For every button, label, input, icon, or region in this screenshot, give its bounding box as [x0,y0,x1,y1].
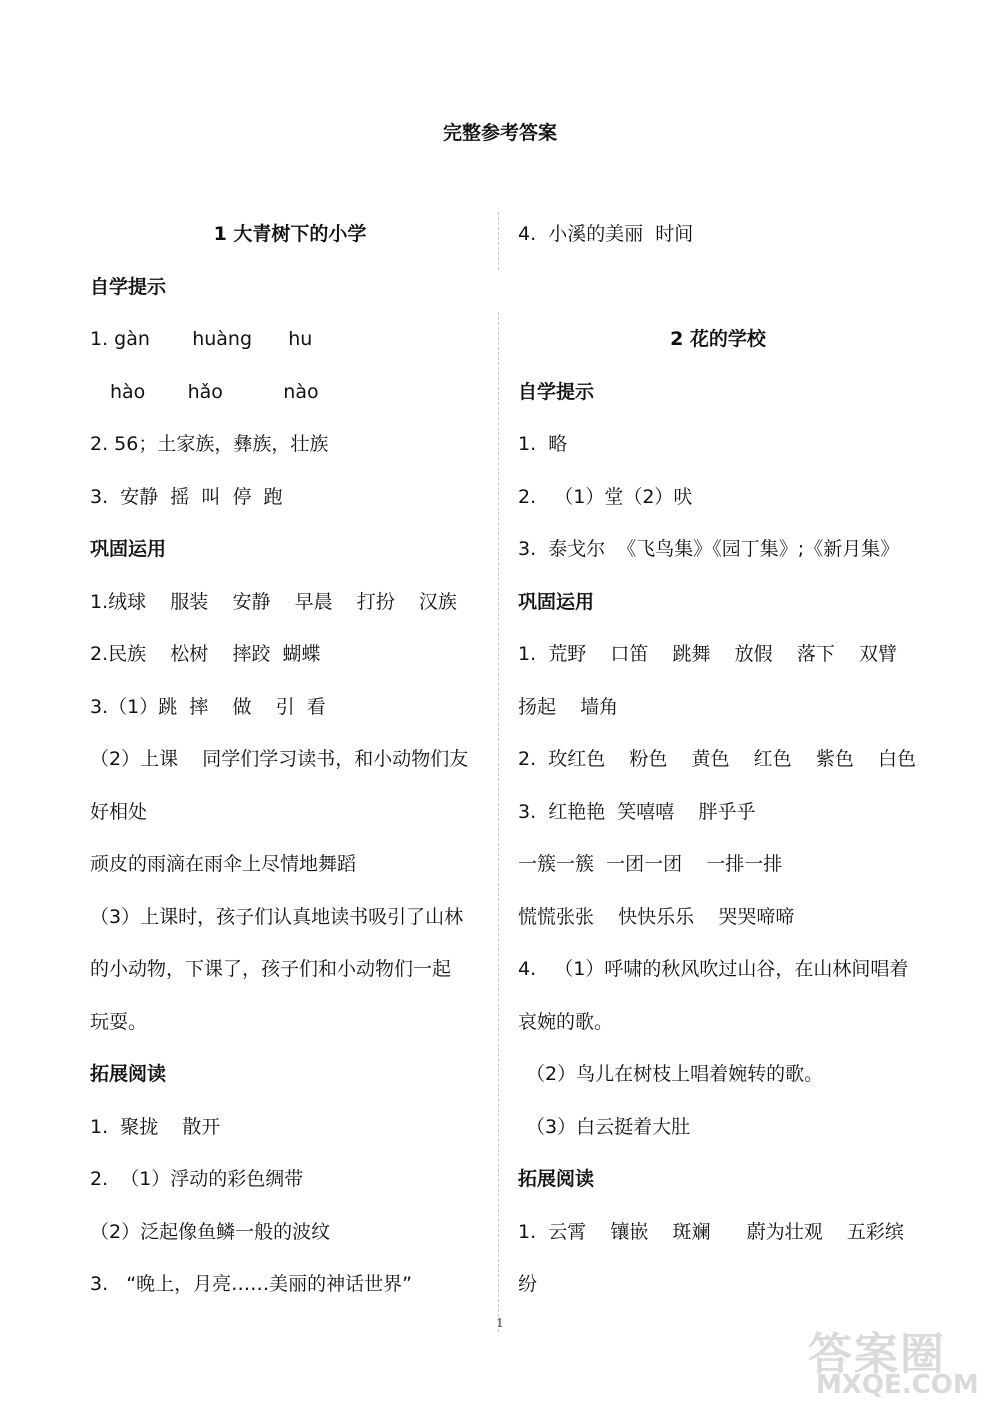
answer-line: （3）上课时，孩子们认真地读书吸引了山林 [90,905,464,928]
answer-line: 的小动物，下课了，孩子们和小动物们一起 [90,958,452,980]
section-heading: 拓展阅读 [518,1168,595,1190]
answer-line: 3. 泰戈尔 《飞鸟集》《园丁集》;《新月集》 [518,538,900,560]
answer-line: 4. （1）呼啸的秋风吹过山谷，在山林间唱着 [518,958,909,980]
answer-line: 4. 小溪的美丽 时间 [518,223,694,245]
answer-line: 哀婉的歌。 [518,1010,614,1033]
section-heading: 拓展阅读 [90,1063,167,1085]
answer-line: 好相处 [90,800,148,823]
answer-line: （2）上课 同学们学习读书，和小动物们友 [90,748,469,770]
answer-line: 3. 安静 摇 叫 停 跑 [90,485,283,508]
answer-line: 1.绒球 服装 安静 早晨 打扮 汉族 [90,590,457,613]
left-column [90,210,490,1313]
section-title: 2 花的学校 [670,328,766,350]
watermark-logo [808,1318,993,1410]
answer-line: 2. （1）浮动的彩色绸带 [90,1168,304,1190]
answer-line: 2. （1）堂（2）吠 [518,485,693,508]
answer-line: （3）白云挺着大肚 [526,1115,691,1138]
spacer [518,263,918,316]
answer-line: （2）鸟儿在树枝上唱着婉转的歌。 [526,1063,824,1085]
answer-line: 玩耍。 [90,1010,148,1033]
section-heading: 自学提示 [518,380,595,403]
answer-line: 1. 荒野 口笛 跳舞 放假 落下 双臂 [518,643,897,665]
answer-line: 1. 聚拢 散开 [90,1115,221,1138]
page-number: 1 [496,1316,504,1330]
answer-line: 2. 56；土家族，彝族，壮族 [90,433,329,455]
section-heading: 巩固运用 [518,590,595,613]
section-heading: 自学提示 [90,275,167,298]
answer-line: hào hǎo nào [110,380,319,403]
section-heading: 巩固运用 [90,538,167,560]
answer-line: 顽皮的雨滴在雨伞上尽情地舞蹈 [90,853,357,875]
answer-line: 2. 玫红色 粉色 黄色 红色 紫色 白色 [518,748,916,770]
answer-line: 纷 [518,1273,538,1295]
answer-line: 慌慌张张 快快乐乐 哭哭啼啼 [518,905,795,928]
answer-line: 3. 红艳艳 笑嘻嘻 胖乎乎 [518,800,756,823]
column-divider [498,312,499,1332]
answer-line: 3. “晚上，月亮……美丽的神话世界” [90,1273,412,1295]
page-title: 完整参考答案 [442,122,557,144]
answer-line: （2）泛起像鱼鳞一般的波纹 [90,1220,331,1243]
answer-line: 1. gàn huàng hu [90,328,313,350]
watermark-text: 答案圈 [808,1329,946,1380]
answer-line: 1. 略 [518,433,568,455]
answer-line: 扬起 墙角 [518,695,619,718]
right-column [518,210,918,1313]
answer-line: 一簇一簇 一团一团 一排一排 [518,853,783,875]
answer-line: 2.民族 松树 摔跤 蝴蝶 [90,643,321,665]
answer-line: 1. 云霄 镶嵌 斑斓 蔚为壮观 五彩缤 [518,1220,904,1243]
answer-line: 3.（1）跳 摔 做 引 看 [90,695,326,718]
section-title: 1 大青树下的小学 [213,223,367,245]
watermark-url: MXQE.COM [816,1370,979,1400]
column-divider [498,212,499,270]
